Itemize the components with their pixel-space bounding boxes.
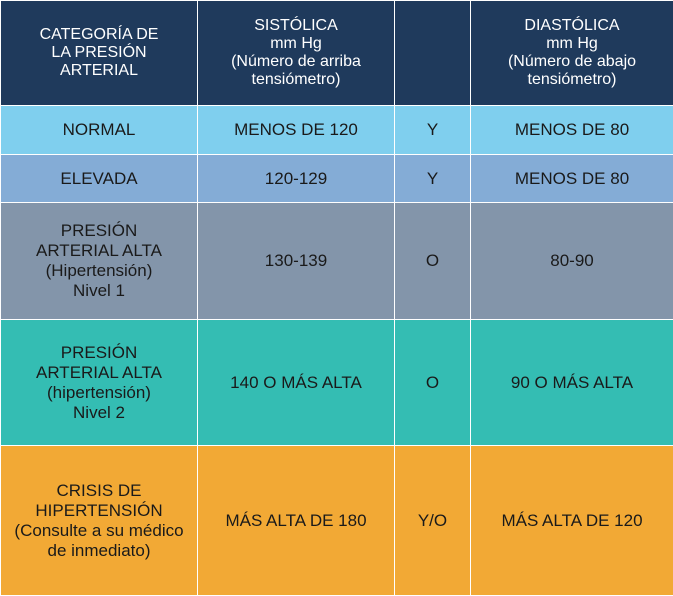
header-systolic: SISTÓLICA mm Hg (Número de arriba tensiómetro) — [198, 1, 395, 106]
category-cell: NORMAL — [1, 106, 198, 155]
header-category: CATEGORÍA DE LA PRESIÓN ARTERIAL — [1, 1, 198, 106]
table-row-elevada — [1, 155, 673, 203]
header-conjunction — [395, 1, 471, 106]
systolic-cell: 140 O MÁS ALTA — [198, 320, 395, 446]
systolic-cell: 120-129 — [198, 155, 395, 203]
conjunction-cell: Y/O — [395, 446, 471, 596]
table-row-normal — [1, 106, 673, 155]
systolic-cell: MENOS DE 120 — [198, 106, 395, 155]
category-cell: CRISIS DE HIPERTENSIÓN (Consulte a su médico de inmediato) — [1, 446, 198, 596]
category-cell: PRESIÓN ARTERIAL ALTA (hipertensión) Nivel 2 — [1, 320, 198, 446]
table-row-nivel-1 — [1, 203, 673, 320]
diastolic-cell: 80-90 — [471, 203, 673, 320]
header-diastolic: DIASTÓLICA mm Hg (Número de abajo tensiómetro) — [471, 1, 673, 106]
diastolic-cell: MÁS ALTA DE 120 — [471, 446, 673, 596]
category-cell: ELEVADA — [1, 155, 198, 203]
diastolic-cell: MENOS DE 80 — [471, 155, 673, 203]
table-header-row — [1, 1, 673, 106]
diastolic-cell: 90 O MÁS ALTA — [471, 320, 673, 446]
conjunction-cell: Y — [395, 106, 471, 155]
conjunction-cell: O — [395, 203, 471, 320]
diastolic-cell: MENOS DE 80 — [471, 106, 673, 155]
conjunction-cell: Y — [395, 155, 471, 203]
systolic-cell: 130-139 — [198, 203, 395, 320]
table-row-crisis — [1, 446, 673, 596]
conjunction-cell: O — [395, 320, 471, 446]
table-row-nivel-2 — [1, 320, 673, 446]
systolic-cell: MÁS ALTA DE 180 — [198, 446, 395, 596]
category-cell: PRESIÓN ARTERIAL ALTA (Hipertensión) Nivel 1 — [1, 203, 198, 320]
